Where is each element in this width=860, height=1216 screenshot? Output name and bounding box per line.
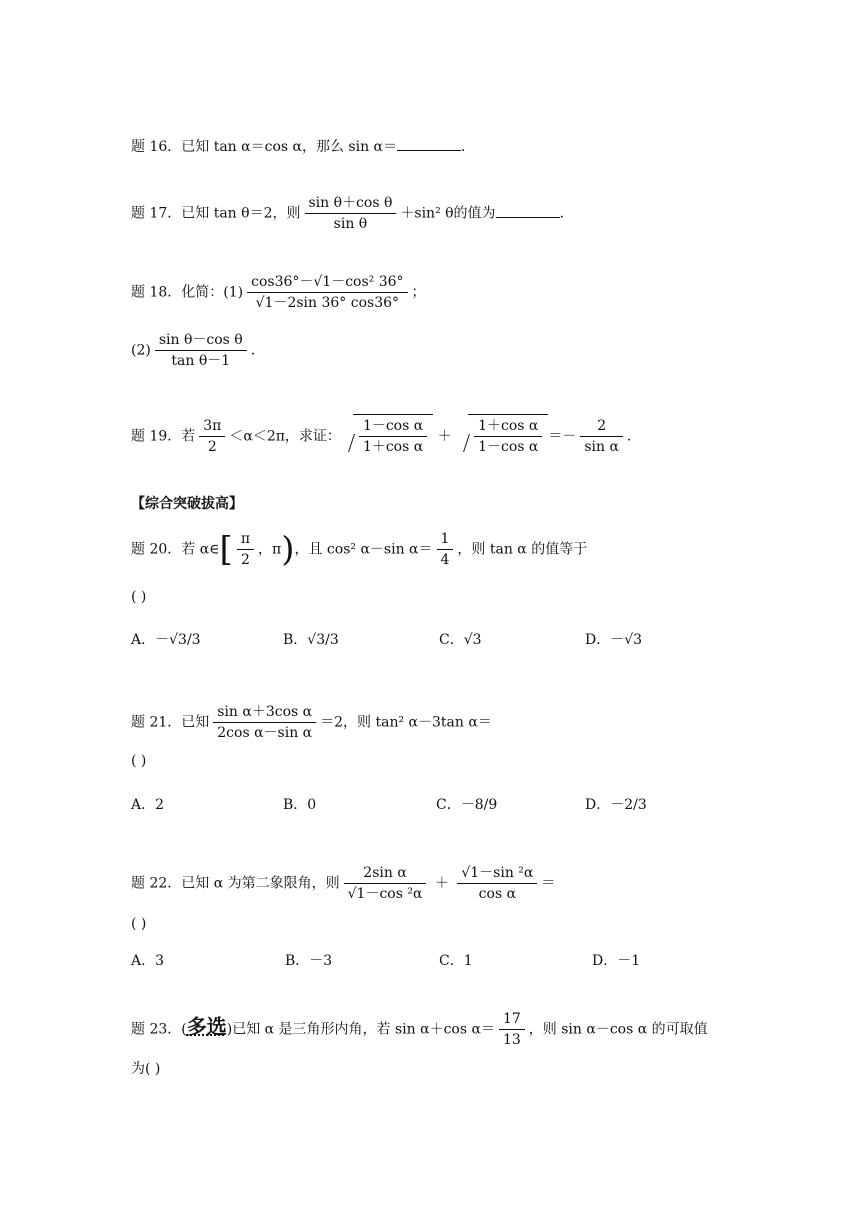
q17-fraction: $\frac{\text{sin θ＋cos θ}}{\text{sin θ}}$ [305,196,397,231]
multi-select-tag: 多选 [186,1014,227,1039]
question-21: 题 21．已知 $\frac{\text{sin α＋3cos α}}{\text{2cos α－sin α}}$ ＝2，则 tan² α－3tan α＝ [131,704,492,741]
q17-blank [496,205,560,218]
q22-option-c: C．1 [439,953,473,969]
question-20: 题 20．若 α∈[ $\frac{\pi}{2}$ ，π)，且 cos² α－sin α＝ $\frac{1}{4}$ ，则 tan α 的值等于 [131,529,588,570]
question-17: 题 17．已知 tan θ＝2，则 $\frac{\text{sin θ＋cos θ}}{\text{sin θ}}$ ＋sin² θ的值为 ． [131,195,574,232]
q20-answer-paren: ( ) [131,589,147,605]
q20-option-a: A．－√3/3 [131,632,201,648]
q22-option-a: A．3 [131,953,165,969]
q18-fraction-2: $\frac{\text{sin θ－cos θ}}{\text{tan θ－1}}$ [155,333,247,368]
q16-blank [397,138,461,151]
question-16: 题 16．已知 tan α＝cos α，那么 sin α＝ ． [131,139,475,155]
q18-fraction-1: $\frac{\text{cos36°－√1－cos² 36°}}{√1-2\sin 36^\circ \cos 36^\circ}$ [247,275,407,310]
question-22: 题 22．已知 α 为第二象限角，则 $\frac{\text{2sin α}}{\text{√1－cos ²α}}$ ＋ $\frac{\text{√1－sin ²α}}{\text{cos α}}$ ＝ [131,865,556,902]
q22-option-d: D．－1 [592,953,641,969]
q19-radical-2: $\frac{\text{1＋cos α}}{\text{1－cos α}}$ [456,414,548,454]
question-23: 题 23．(多选)已知 α 是三角形内角，若 sin α＋cos α＝ $\frac{17}{13}$ ，则 sin α－cos α 的可取值 [131,1011,708,1048]
question-18-part2: (2) $\frac{\text{sin θ－cos θ}}{\text{tan θ－1}}$ ． [131,332,265,369]
q20-option-b: B．√3/3 [283,632,339,648]
q22-option-b: B．－3 [285,953,333,969]
q16-text: 题 16．已知 tan α＝cos α，那么 sin α＝ [131,139,397,155]
q19-radical-1: $\frac{\text{1－cos α}}{\text{1＋cos α}}$ [341,414,433,454]
q21-option-b: B．0 [283,797,317,813]
q20-option-c: C．√3 [439,632,482,648]
q21-answer-paren: ( ) [131,753,147,769]
q21-option-a: A．2 [131,797,165,813]
q23-line-2: 为( ) [131,1061,161,1077]
section-heading: 【综合突破拔高】 [131,496,243,512]
question-19: 题 19．若 $\frac{3\pi}{2}$ ＜α＜2π，求证： $\frac{\text{1－cos α}}{\text{1＋cos α}}$ ＋ $\frac{\text{1＋cos α}}{\text{1－cos α}}$ ＝－ $\frac{2}{\text{sin α}}$ ． [131,414,641,454]
question-18-part1: 题 18．化简：(1) $\frac{\text{cos36°－√1－cos² 36°}}{√1-2\sin 36^\circ \cos 36^\circ}$ ； [131,274,426,311]
q22-answer-paren: ( ) [131,916,147,932]
q21-option-c: C．－8/9 [436,797,498,813]
q20-option-d: D．－√3 [585,632,643,648]
q21-option-d: D．－2/3 [585,797,647,813]
